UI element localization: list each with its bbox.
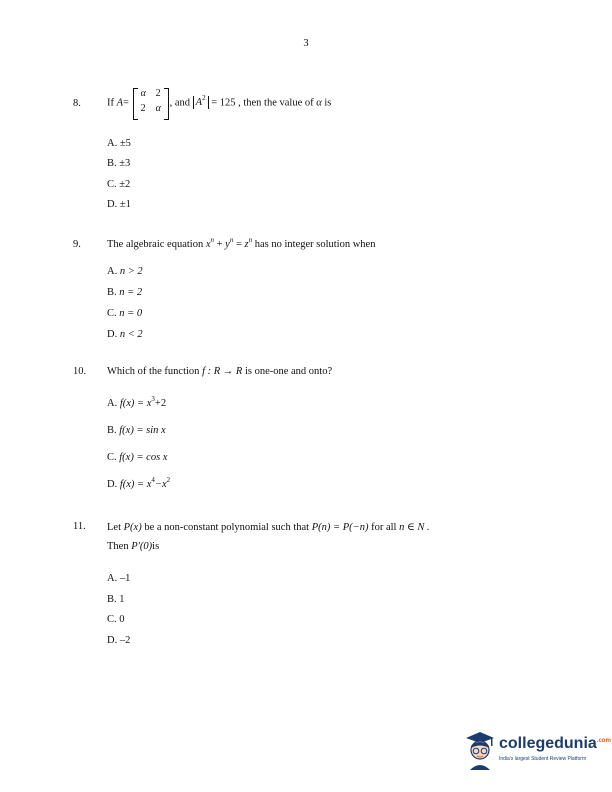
matrix-right-bracket [164, 88, 169, 120]
q11-option-c: C. 0 [107, 614, 125, 625]
matrix-cell-12: 2 [155, 88, 161, 99]
q8-option-d: D. ±1 [107, 199, 131, 210]
q10-option-b: B. f(x) = sin x [107, 425, 166, 436]
q9-option-b: B. n = 2 [107, 287, 143, 298]
question-8-stem [107, 88, 331, 118]
q8-rest: = 125 , then the value of [211, 97, 314, 109]
q8-is: is [324, 97, 332, 109]
q8-and: , and [169, 97, 191, 109]
page-number: 3 [303, 38, 309, 49]
q10-option-d: D. $f(x) = x^4-x^2$ [107, 476, 171, 490]
q9-option-a: A. n > 2 [107, 266, 143, 277]
question-number-10: 10. [73, 366, 87, 377]
matrix-cell-21: 2 [140, 103, 146, 114]
q8-matrix [133, 88, 169, 118]
matrix-cell-22: α [155, 103, 161, 114]
matrix-cell-11: α [140, 88, 146, 99]
q9-option-d: D. n < 2 [107, 329, 143, 340]
matrix-left-bracket [133, 88, 138, 120]
question-10-stem: Which of the function f : R → R is one-one and onto? [107, 366, 333, 377]
q8-determinant: $A^2$ [193, 96, 209, 109]
question-number-8: 8. [73, 98, 81, 109]
q11-option-a: A. –1 [107, 573, 131, 584]
q8-option-c: C. ±2 [107, 179, 131, 190]
q8-if: If [107, 97, 114, 109]
question-11-line-2: Then P′(0)is [107, 541, 160, 552]
question-9-stem: The algebraic equation $x^n + y^n = z^n$ has no integer solution when [107, 236, 376, 250]
collegedunia-logo: collegedunia$^{.com}$ [499, 735, 611, 752]
q8-matrix-name: A [116, 97, 124, 109]
graduate-mascot-icon [460, 726, 498, 772]
logo-tagline: India's largest Student Review Platform [499, 756, 587, 762]
question-number-9: 9. [73, 239, 81, 250]
q8-equals: = [123, 97, 129, 109]
q11-option-d: D. –2 [107, 635, 131, 646]
q8-alpha: α [316, 97, 322, 109]
q10-option-c: C. f(x) = cos x [107, 452, 168, 463]
question-11-line-1: Let P(x) be a non-constant polynomial such that P(n) = P(−n) for all n ∈ N . [107, 522, 430, 533]
q8-option-b: B. ±3 [107, 158, 131, 169]
q10-option-a: A. $f(x) = x^3+2$ [107, 395, 167, 409]
q9-option-c: C. n = 0 [107, 308, 143, 319]
q8-option-a: A. ±5 [107, 138, 131, 149]
question-number-11: 11. [73, 521, 86, 532]
q11-option-b: B. 1 [107, 594, 125, 605]
